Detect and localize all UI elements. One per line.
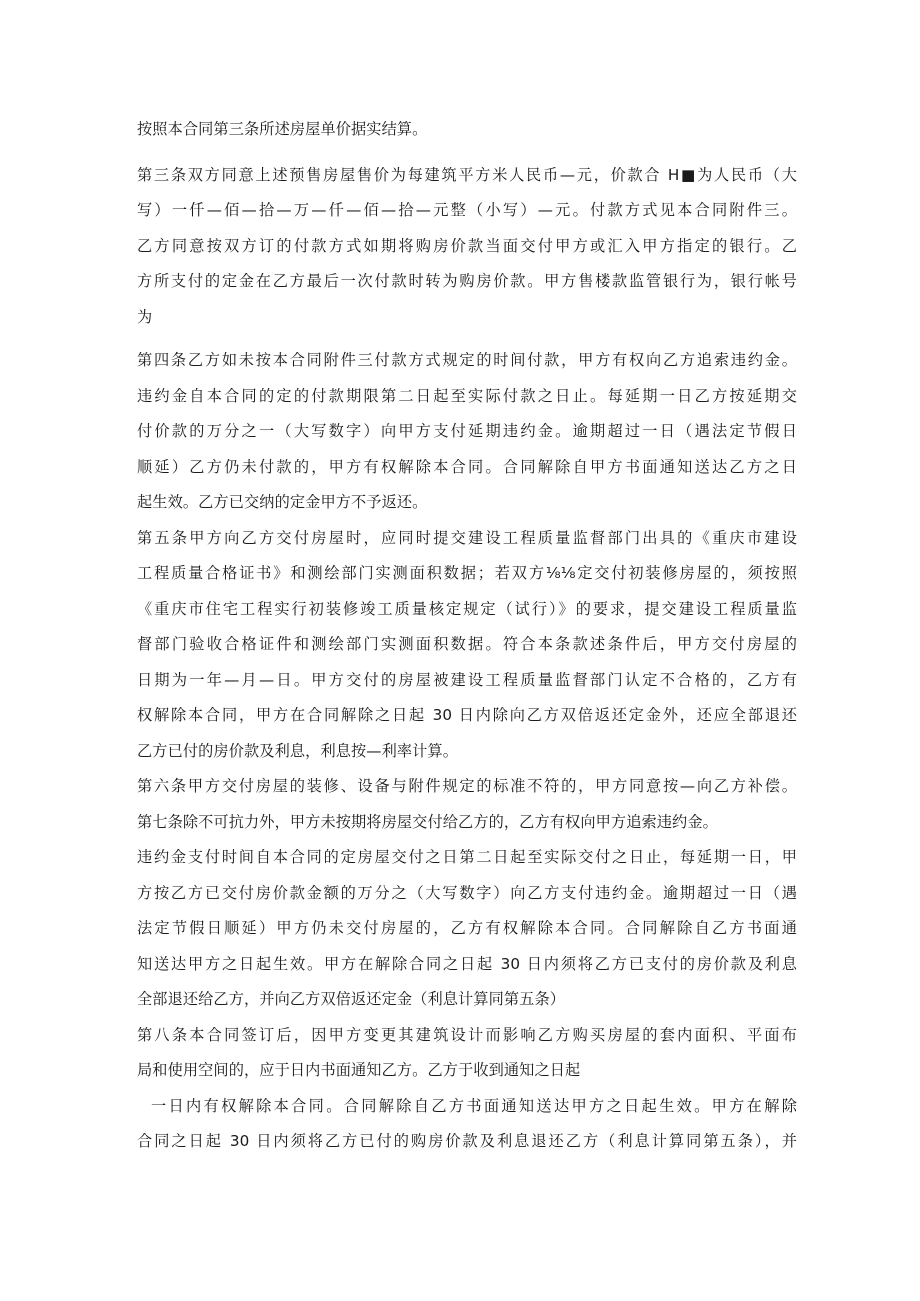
text-line: 工程质量合格证书》和测绘部门实测面积数据；若双方⅛⅛定交付初装修房屋的，须按照	[137, 564, 797, 582]
text-line: 第五条甲方向乙方交付房屋时，应同时提交建设工程质量监督部门出具的《重庆市建设	[137, 528, 797, 547]
contract-body	[137, 112, 797, 1160]
text-line: 第四条乙方如未按本合同附件三付款方式规定的时间付款，甲方有权向乙方追索违约金。	[137, 351, 797, 369]
text-line: 乙方同意按双方订的付款方式如期将购房价款当面交付甲方或汇入甲方指定的银行。乙	[137, 236, 797, 255]
text-line: 局和使用空间的，应于日内书面通知乙方。乙方于收到通知之日起	[137, 1061, 581, 1079]
text-line: 写）一仟—佰—拾—万—仟—佰—拾—元整（小写）—元。付款方式见本合同附件三。	[137, 201, 797, 219]
text-line: 督部门验收合格证件和测绘部门实测面积数据。符合本条款述条件后，甲方交付房屋的	[137, 635, 797, 653]
text-line: 顺延）乙方仍未付款的，甲方有权解除本合同。合同解除自甲方书面通知送达乙方之日	[137, 457, 797, 476]
text-line: 按照本合同第三条所述房屋单价据实结算。	[137, 120, 428, 138]
text-line: 第三条双方同意上述预售房屋售价为每建筑平方米人民币—元，价款合 H■为人民币（大	[137, 165, 797, 184]
text-line: 为	[137, 307, 153, 326]
text-line: 日期为一年—月—日。甲方交付的房屋被建设工程质量监督部门认定不合格的，乙方有	[137, 670, 797, 689]
text-line: 知送达甲方之日起生效。甲方在解除合同之日起 30 日内须将乙方已支付的房价款及利息	[137, 954, 797, 973]
text-line: 违约金支付时间自本合同的定房屋交付之日第二日起至实际交付之日止，每延期一日，甲	[137, 848, 797, 866]
text-line: 乙方已付的房价款及利息，利息按—利率计算。	[137, 741, 459, 760]
text-line: 违约金自本合同的定的付款期限第二日起至实际付款之日止。每延期一日乙方按延期交	[137, 386, 797, 405]
text-line: 《重庆市住宅工程实行初装修竣工质量核定规定（试行）》的要求，提交建设工程质量监	[137, 599, 797, 618]
text-line: 一日内有权解除本合同。合同解除自乙方书面通知送达甲方之日起生效。甲方在解除	[151, 1096, 797, 1115]
text-line: 全部退还给乙方，并向乙方双倍返还定金（利息计算同第五条）	[137, 990, 566, 1008]
text-line: 第八条本合同签订后，因甲方变更其建筑设计而影响乙方购买房屋的套内面积、平面布	[137, 1025, 797, 1044]
text-line: 付价款的万分之一（大写数字）向甲方支付延期违约金。逾期超过一日（遇法定节假日	[137, 422, 797, 440]
text-line: 权解除本合同，甲方在合同解除之日起 30 日内除向乙方双倍返还定金外，还应全部退还	[137, 706, 797, 724]
text-line: 法定节假日顺延）甲方仍未交付房屋的，乙方有权解除本合同。合同解除自乙方书面通	[137, 919, 797, 937]
text-line: 第六条甲方交付房屋的装修、设备与附件规定的标准不符的，甲方同意按—向乙方补偿。	[137, 777, 797, 795]
text-line: 第七条除不可抗力外，甲方未按期将房屋交付给乙方的，乙方有权向甲方追索违约金。	[137, 812, 718, 831]
text-line: 方按乙方已交付房价款金额的万分之（大写数字）向乙方支付违约金。逾期超过一日（遇	[137, 883, 797, 902]
text-line: 起生效。乙方已交纳的定金甲方不予返还。	[137, 493, 428, 511]
text-line: 方所支付的定金在乙方最后一次付款时转为购房价款。甲方售楼款监管银行为，银行帐号	[137, 272, 797, 290]
text-line: 合同之日起 30 日内须将乙方已付的购房价款及利息退还乙方（利息计算同第五条），并	[137, 1132, 797, 1150]
